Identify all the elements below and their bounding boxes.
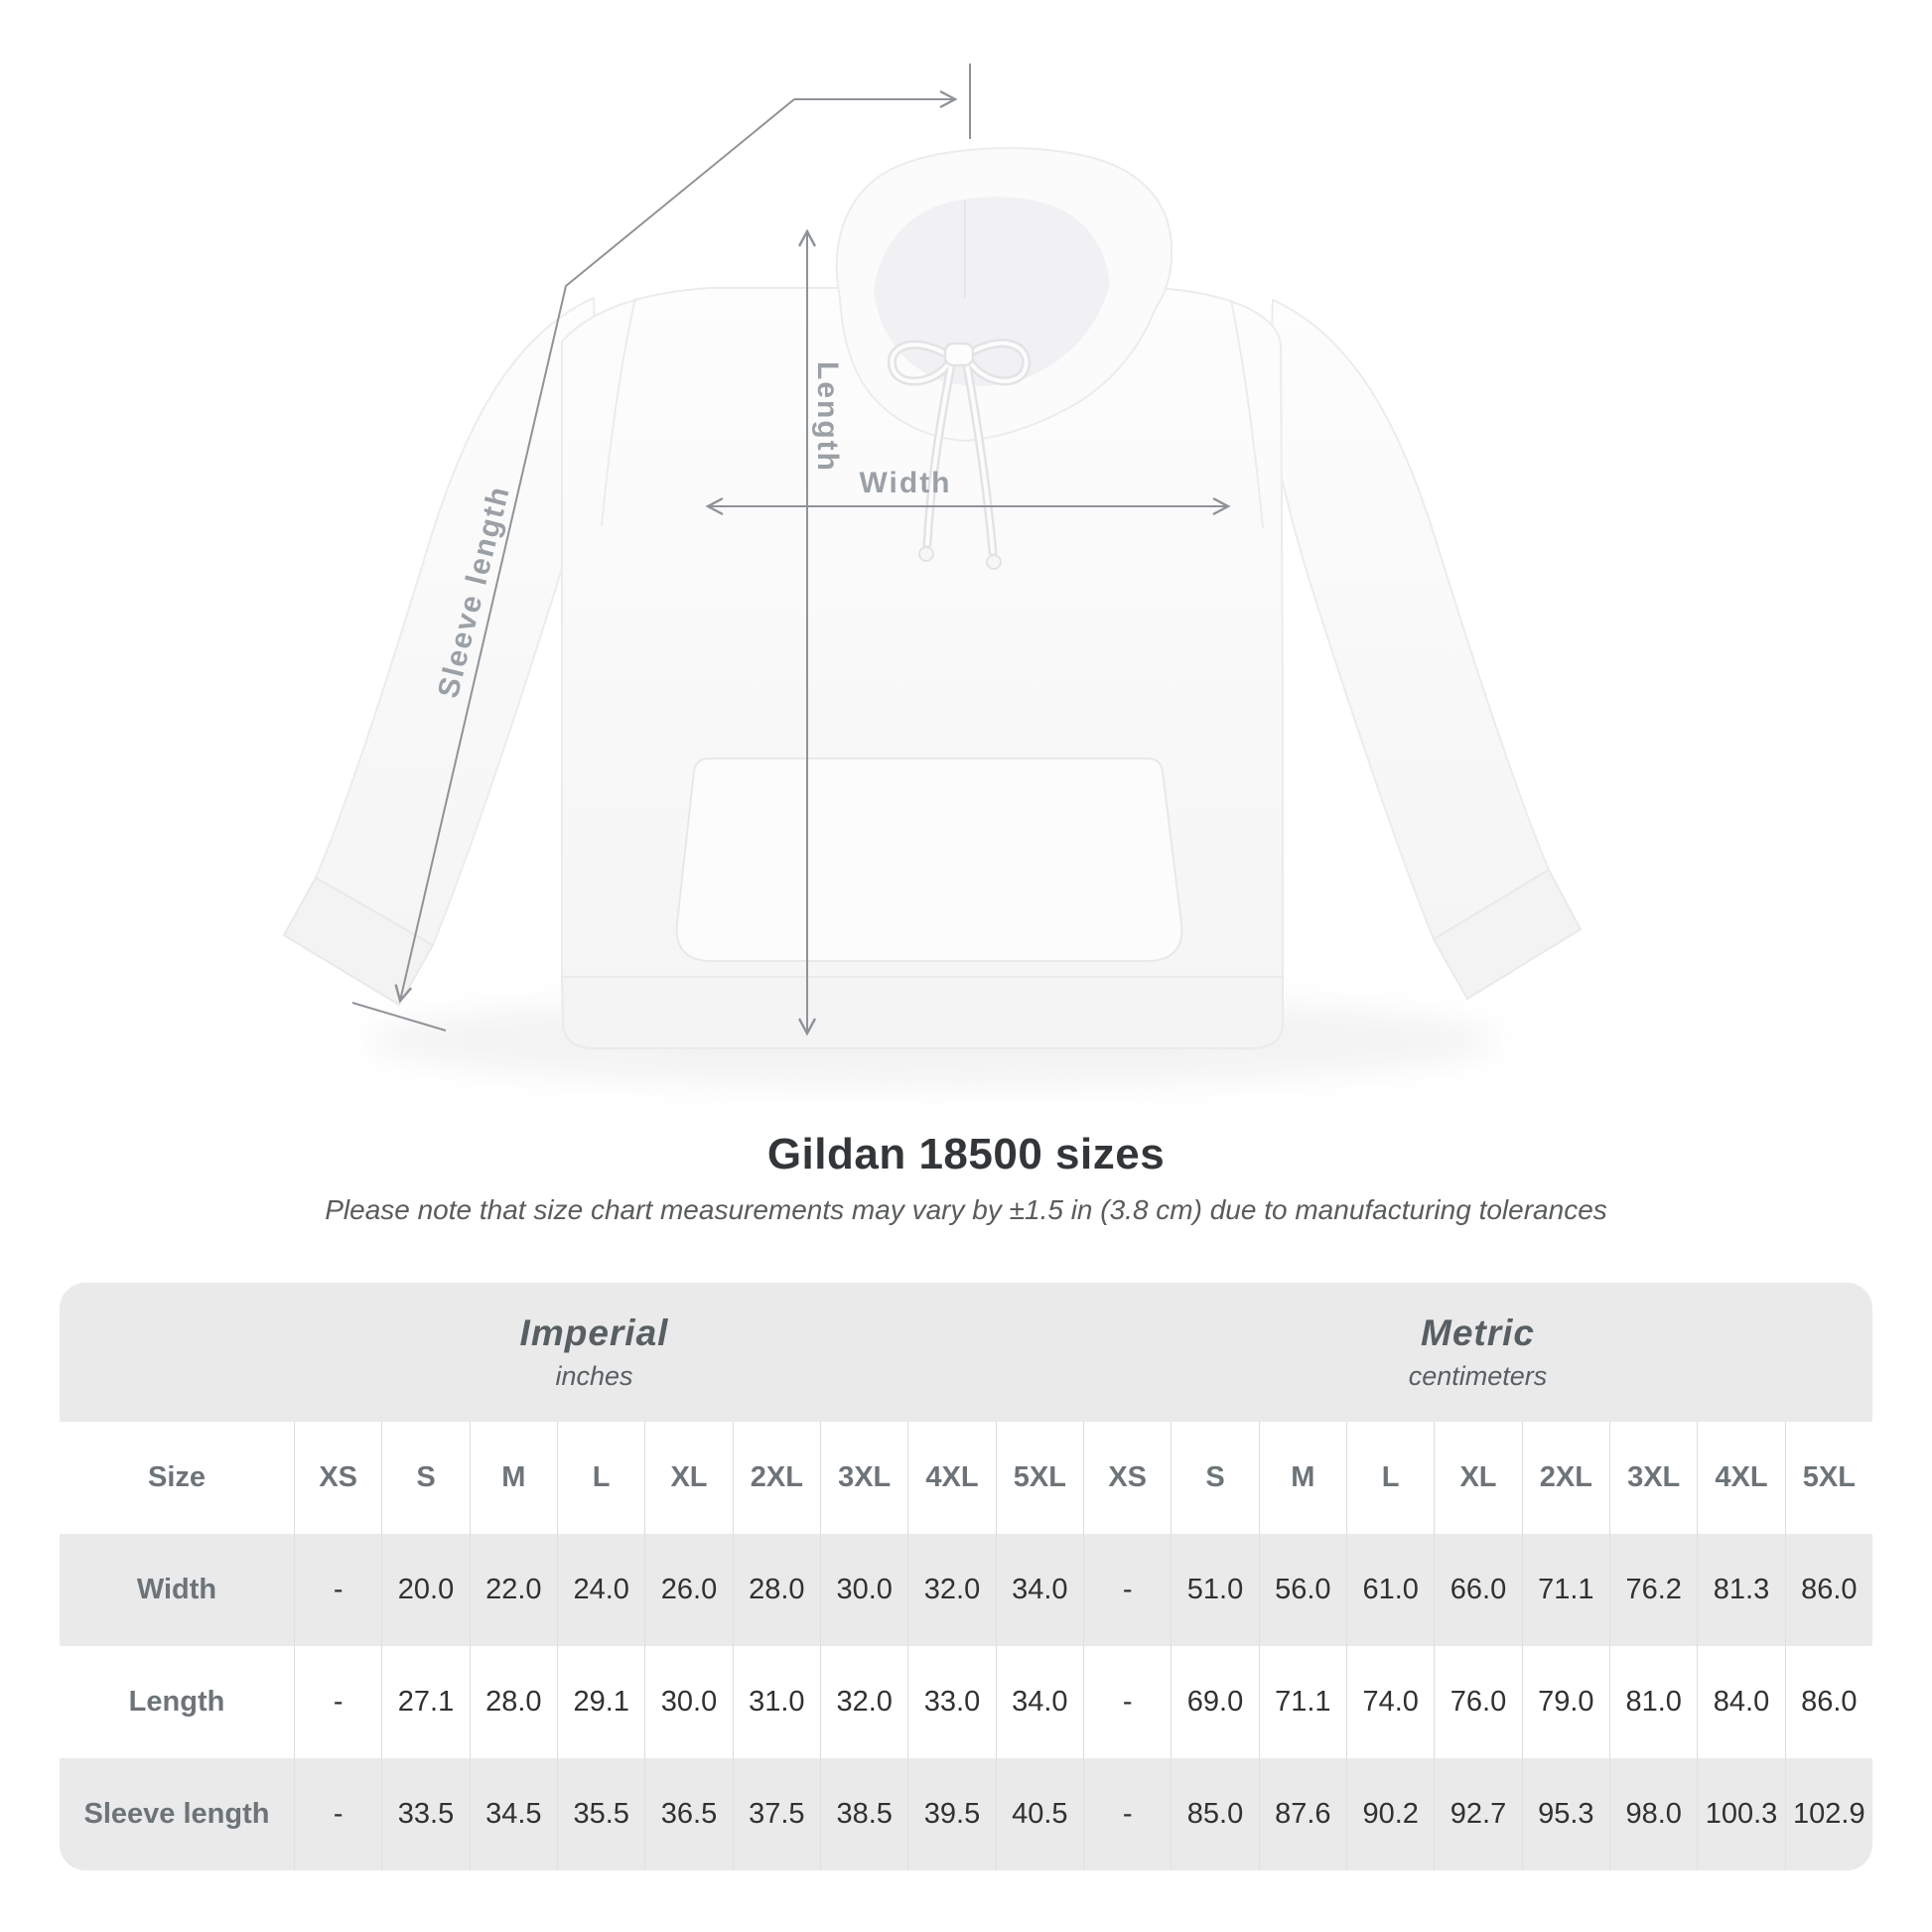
value-cell: 56.0 bbox=[1259, 1534, 1346, 1646]
value-cell: 76.2 bbox=[1609, 1534, 1697, 1646]
value-cell: 26.0 bbox=[644, 1534, 732, 1646]
value-cell: 92.7 bbox=[1434, 1758, 1521, 1870]
col-header-metric-xl: XL bbox=[1434, 1422, 1521, 1534]
value-cell: 61.0 bbox=[1346, 1534, 1434, 1646]
value-cell: 85.0 bbox=[1171, 1758, 1258, 1870]
value-cell: 81.3 bbox=[1697, 1534, 1784, 1646]
value-cell: 28.0 bbox=[733, 1534, 820, 1646]
value-cell: - bbox=[294, 1646, 381, 1758]
value-cell: - bbox=[294, 1758, 381, 1870]
value-cell: 100.3 bbox=[1697, 1758, 1784, 1870]
value-cell: 31.0 bbox=[733, 1646, 820, 1758]
unit-group-band bbox=[60, 1283, 1872, 1422]
value-cell: 20.0 bbox=[381, 1534, 469, 1646]
page-title: Gildan 18500 sizes bbox=[766, 1130, 1166, 1178]
value-cell: 102.9 bbox=[1785, 1758, 1872, 1870]
value-cell: 35.5 bbox=[557, 1758, 644, 1870]
col-header-metric-xs: XS bbox=[1083, 1422, 1171, 1534]
width-label: Width bbox=[859, 467, 952, 499]
value-cell: 66.0 bbox=[1434, 1534, 1521, 1646]
col-header-metric-3xl: 3XL bbox=[1609, 1422, 1697, 1534]
unit-group-imperial bbox=[60, 1283, 1083, 1422]
tolerance-note: Please note that size chart measurements may vary by ±1.5 in (3.8 cm) due to manufacturing tolerances bbox=[325, 1194, 1607, 1225]
value-cell: - bbox=[1083, 1646, 1171, 1758]
col-header-metric-l: L bbox=[1346, 1422, 1434, 1534]
value-cell: - bbox=[294, 1534, 381, 1646]
value-cell: 86.0 bbox=[1785, 1646, 1872, 1758]
col-header-imperial-5xl: 5XL bbox=[996, 1422, 1083, 1534]
size-column-header: Size bbox=[147, 1461, 207, 1493]
col-header-imperial-m: M bbox=[470, 1422, 557, 1534]
value-cell: 34.0 bbox=[996, 1646, 1083, 1758]
value-cell: 33.0 bbox=[907, 1646, 995, 1758]
value-cell: 84.0 bbox=[1697, 1646, 1784, 1758]
value-cell: 27.1 bbox=[381, 1646, 469, 1758]
col-header-imperial-4xl: 4XL bbox=[907, 1422, 995, 1534]
value-cell: 29.1 bbox=[557, 1646, 644, 1758]
value-cell: 39.5 bbox=[907, 1758, 995, 1870]
imperial-heading: Imperial bbox=[519, 1312, 669, 1353]
value-cell: 76.0 bbox=[1434, 1646, 1521, 1758]
value-cell: 74.0 bbox=[1346, 1646, 1434, 1758]
right-sleeve bbox=[1269, 300, 1549, 939]
unit-group-metric bbox=[1083, 1283, 1872, 1422]
value-cell: 33.5 bbox=[381, 1758, 469, 1870]
value-cell: 95.3 bbox=[1522, 1758, 1609, 1870]
value-cell: 34.5 bbox=[470, 1758, 557, 1870]
value-cell: 22.0 bbox=[470, 1534, 557, 1646]
value-cell: 34.0 bbox=[996, 1534, 1083, 1646]
hem-band bbox=[562, 977, 1283, 1048]
value-cell: 30.0 bbox=[820, 1534, 907, 1646]
imperial-unit: inches bbox=[555, 1361, 633, 1391]
metric-unit: centimeters bbox=[1408, 1361, 1548, 1391]
col-header-metric-4xl: 4XL bbox=[1697, 1422, 1784, 1534]
value-cell: 28.0 bbox=[470, 1646, 557, 1758]
col-header-imperial-3xl: 3XL bbox=[820, 1422, 907, 1534]
value-cell: 71.1 bbox=[1259, 1646, 1346, 1758]
value-cell: 24.0 bbox=[557, 1534, 644, 1646]
col-header-metric-m: M bbox=[1259, 1422, 1346, 1534]
value-cell: 69.0 bbox=[1171, 1646, 1258, 1758]
value-cell: 36.5 bbox=[644, 1758, 732, 1870]
value-cell: 81.0 bbox=[1609, 1646, 1697, 1758]
value-cell: 71.1 bbox=[1522, 1534, 1609, 1646]
value-cell: 32.0 bbox=[820, 1646, 907, 1758]
value-cell: 32.0 bbox=[907, 1534, 995, 1646]
size-table bbox=[60, 1283, 1872, 1870]
value-cell: - bbox=[1083, 1758, 1171, 1870]
sleeve-length-label: Sleeve length bbox=[431, 482, 517, 702]
value-cell: 98.0 bbox=[1609, 1758, 1697, 1870]
value-cell: 30.0 bbox=[644, 1646, 732, 1758]
value-cell: 87.6 bbox=[1259, 1758, 1346, 1870]
metric-heading: Metric bbox=[1421, 1312, 1535, 1353]
col-header-imperial-xl: XL bbox=[644, 1422, 732, 1534]
value-cell: 90.2 bbox=[1346, 1758, 1434, 1870]
length-label: Length bbox=[811, 361, 844, 473]
value-cell: 37.5 bbox=[733, 1758, 820, 1870]
row-label-sleeve-length: Sleeve length bbox=[60, 1758, 294, 1870]
value-cell: 79.0 bbox=[1522, 1646, 1609, 1758]
col-header-metric-s: S bbox=[1171, 1422, 1258, 1534]
value-cell: 40.5 bbox=[996, 1758, 1083, 1870]
col-header-imperial-l: L bbox=[557, 1422, 644, 1534]
row-label-length: Length bbox=[128, 1686, 225, 1718]
value-cell: 51.0 bbox=[1171, 1534, 1258, 1646]
measurement-grid bbox=[60, 1422, 1872, 1870]
kangaroo-pocket bbox=[677, 759, 1182, 961]
col-header-metric-2xl: 2XL bbox=[1522, 1422, 1609, 1534]
col-header-metric-5xl: 5XL bbox=[1785, 1422, 1872, 1534]
value-cell: 38.5 bbox=[820, 1758, 907, 1870]
col-header-imperial-xs: XS bbox=[294, 1422, 381, 1534]
col-header-imperial-2xl: 2XL bbox=[733, 1422, 820, 1534]
row-label-width: Width bbox=[60, 1534, 294, 1646]
col-header-imperial-s: S bbox=[381, 1422, 469, 1534]
value-cell: - bbox=[1083, 1534, 1171, 1646]
value-cell: 86.0 bbox=[1785, 1534, 1872, 1646]
